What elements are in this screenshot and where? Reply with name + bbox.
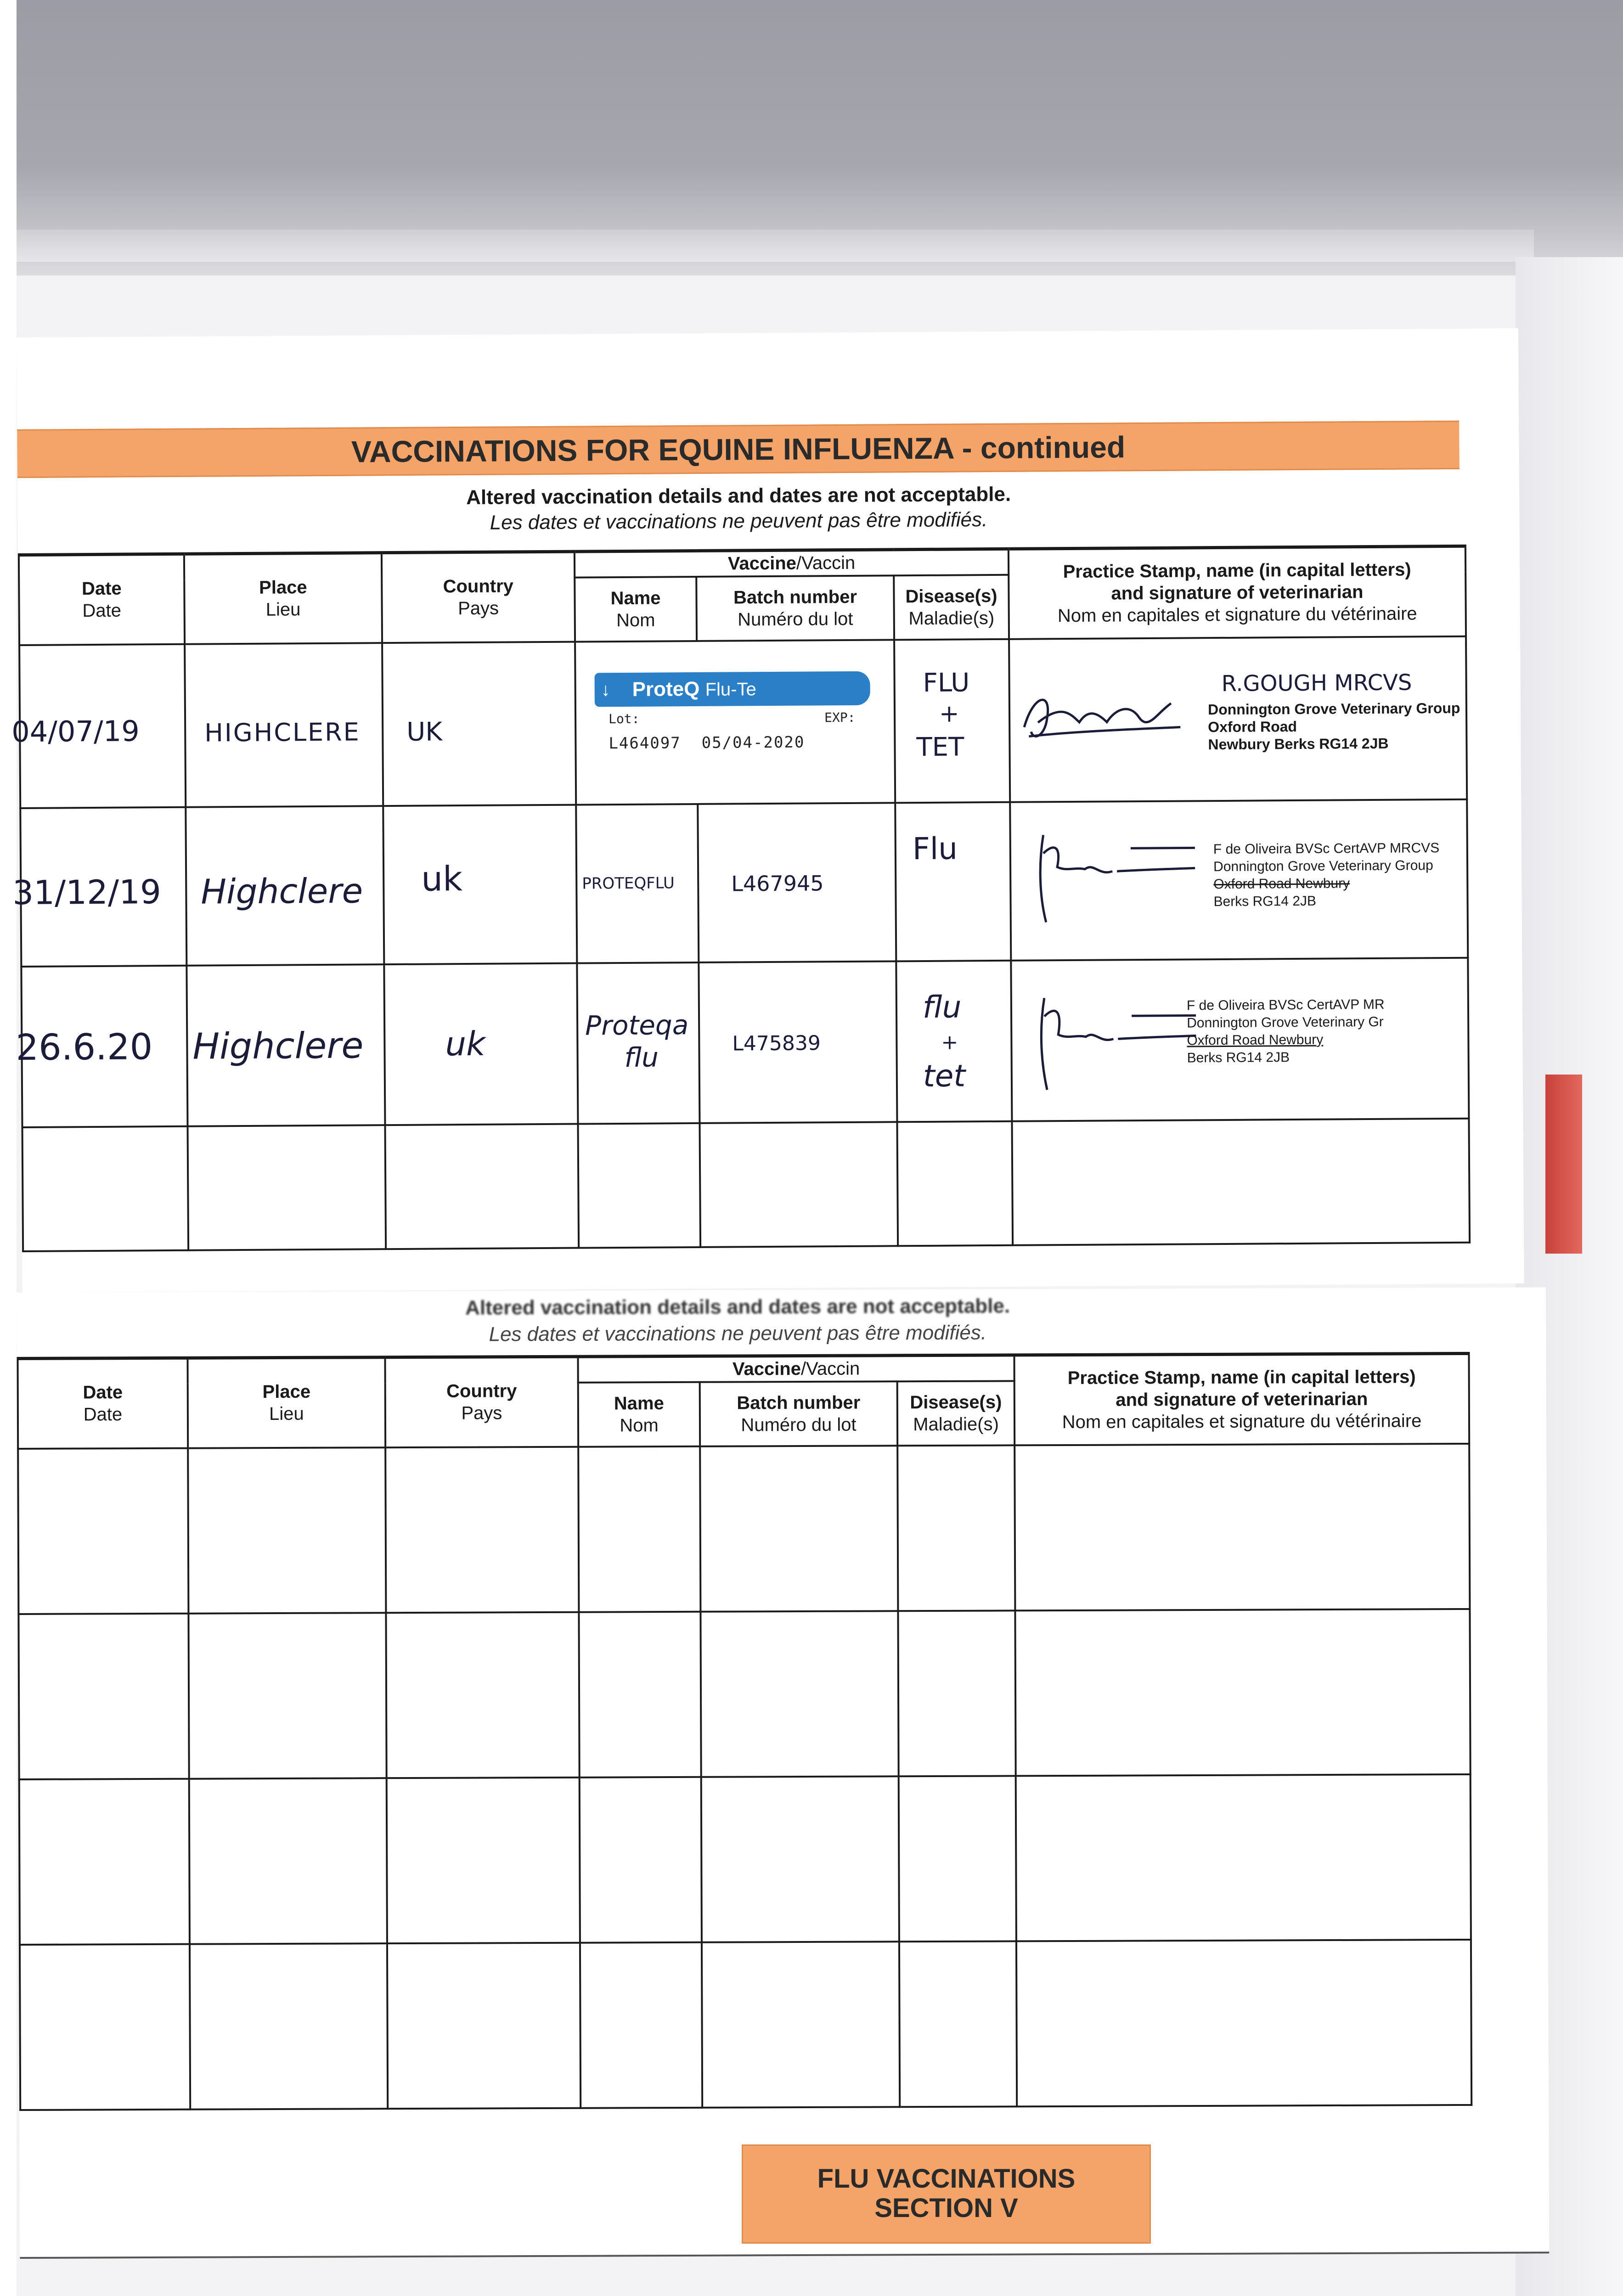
left-gutter (0, 0, 17, 2296)
country-value: uk (445, 1024, 485, 1063)
disease-value: FLU (923, 667, 970, 698)
stamp-cell (1009, 636, 1467, 802)
country-cell (384, 963, 578, 1125)
upper-sheet (11, 328, 1524, 1293)
disease-cell (894, 639, 1010, 803)
batch-cell (699, 961, 897, 1123)
header-date: Date Date (18, 1358, 188, 1448)
place-value: Highclere (192, 1024, 364, 1068)
arrow-down-icon: ↓ (601, 679, 610, 700)
table-row (20, 799, 1468, 966)
table-row (18, 1609, 1470, 1779)
name-cell (577, 962, 699, 1124)
red-page-tab (1545, 1075, 1582, 1254)
batch-value: L467945 (731, 870, 824, 896)
country-cell (383, 805, 577, 964)
practice-stamp: F de Oliveira BVSc CertAVP MRCVS Donnington Grove Veterinary Group Oxford Road Newbury Berks RG14 2JB (1213, 840, 1440, 909)
stamp-cell (1010, 799, 1468, 960)
header-vaccine: Vaccine/Vaccin (575, 549, 1009, 577)
country-cell (385, 1124, 579, 1249)
place-value: Highclere (201, 871, 363, 912)
batch-cell (698, 803, 896, 962)
header-country: Country Pays (382, 551, 575, 643)
header-disease: Disease(s) Maladie(s) (897, 1381, 1015, 1446)
warning-en: Altered vaccination details and dates are not acceptable. (466, 483, 1011, 509)
table-row (18, 1443, 1470, 1614)
place-value: HIGHCLERE (204, 717, 361, 748)
date-value: 31/12/19 (12, 872, 162, 912)
header-place: Place Lieu (184, 553, 382, 644)
country-value: UK (406, 716, 443, 747)
sticker-lot-values: L464097 05/04-2020 (609, 733, 805, 753)
country-cell (382, 642, 576, 806)
date-cell (12, 807, 186, 966)
table-row (20, 1939, 1471, 2110)
header-name: Name Nom (578, 1382, 700, 1446)
date-value: 26.6.20 (16, 1026, 153, 1069)
header-stamp: Practice Stamp, name (in capital letters) and signature of veterinarian Nom en capitales et signature du vétérinaire (1009, 546, 1466, 639)
header-date: Date Date (19, 554, 185, 645)
warning-en: Altered vaccination details and dates are not acceptable. (465, 1294, 1010, 1319)
table-row (21, 957, 1469, 1127)
header-disease: Disease(s) Maladie(s) (894, 574, 1009, 640)
disease-value: tet (923, 1058, 966, 1094)
lower-sheet (17, 1287, 1549, 2259)
disease-value: Flu (912, 831, 958, 867)
name-value: Proteqa (585, 1009, 689, 1041)
page-edge-shadow (0, 230, 1534, 262)
header-batch: Batch number Numéro du lot (700, 1381, 897, 1446)
table-row (19, 1774, 1471, 1944)
place-cell (185, 643, 383, 807)
vaccine-label-cell (575, 640, 895, 805)
place-cell (186, 806, 384, 966)
header-place: Place Lieu (187, 1357, 385, 1448)
section-title: VACCINATIONS FOR EQUINE INFLUENZA - continued (17, 421, 1460, 478)
batch-value: L475839 (732, 1031, 821, 1056)
disease-cell (897, 1121, 1013, 1246)
country-value: uk (421, 859, 463, 899)
sticker-lot-label: Lot: EXP: (608, 709, 856, 726)
practice-stamp: Donnington Grove Veterinary Group Oxford Road Newbury Berks RG14 2JB (1207, 699, 1460, 753)
disease-plus: + (941, 1030, 958, 1054)
header-batch: Batch number Numéro du lot (696, 575, 894, 641)
name-value: flu (624, 1041, 659, 1073)
disease-cell (896, 960, 1012, 1122)
vet-name: R.GOUGH MRCVS (1221, 669, 1412, 697)
date-cell (23, 1126, 189, 1251)
date-cell (16, 965, 187, 1127)
vaccination-table-top (11, 545, 1471, 1252)
header-stamp: Practice Stamp, name (in capital letters) and signature of veterinarian Nom en capitales et signature du vétérinaire (1014, 1353, 1470, 1445)
warning-fr: Les dates et vaccinations ne peuvent pas être modifiés. (490, 508, 988, 534)
stamp-cell (1011, 957, 1469, 1121)
disease-value: flu (922, 989, 962, 1025)
vaccine-sticker: ↓ ProteQ Flu-Te (594, 671, 870, 707)
table-row (19, 636, 1467, 808)
stamp-cell (1012, 1118, 1470, 1245)
date-value: 04/07/19 (11, 714, 140, 748)
header-name: Name Nom (575, 576, 697, 642)
place-cell (187, 1125, 386, 1250)
table-row (23, 1118, 1470, 1251)
header-vaccine: Vaccine/Vaccin (578, 1355, 1014, 1382)
name-cell (578, 1123, 700, 1248)
warning-fr: Les dates et vaccinations ne peuvent pas être modifiés. (489, 1321, 987, 1346)
name-value: PROTEQFLU (582, 873, 675, 893)
header-country: Country Pays (385, 1356, 578, 1447)
signature (1026, 988, 1201, 1094)
place-cell (186, 964, 385, 1126)
name-cell (576, 804, 699, 963)
signature (1025, 825, 1200, 927)
disease-cell (895, 802, 1011, 961)
vaccination-table-bottom (17, 1352, 1472, 2111)
signature (1020, 685, 1185, 754)
practice-stamp: F de Oliveira BVSc CertAVP MR Donnington Grove Veterinary Gr Oxford Road Newbury Berks RG14 2JB (1186, 996, 1385, 1065)
date-cell (11, 644, 186, 808)
disease-value: TET (916, 732, 964, 762)
disease-plus: + (939, 699, 959, 728)
batch-cell (699, 1122, 898, 1247)
section-footer-tag: FLU VACCINATIONS SECTION V (742, 2144, 1151, 2244)
